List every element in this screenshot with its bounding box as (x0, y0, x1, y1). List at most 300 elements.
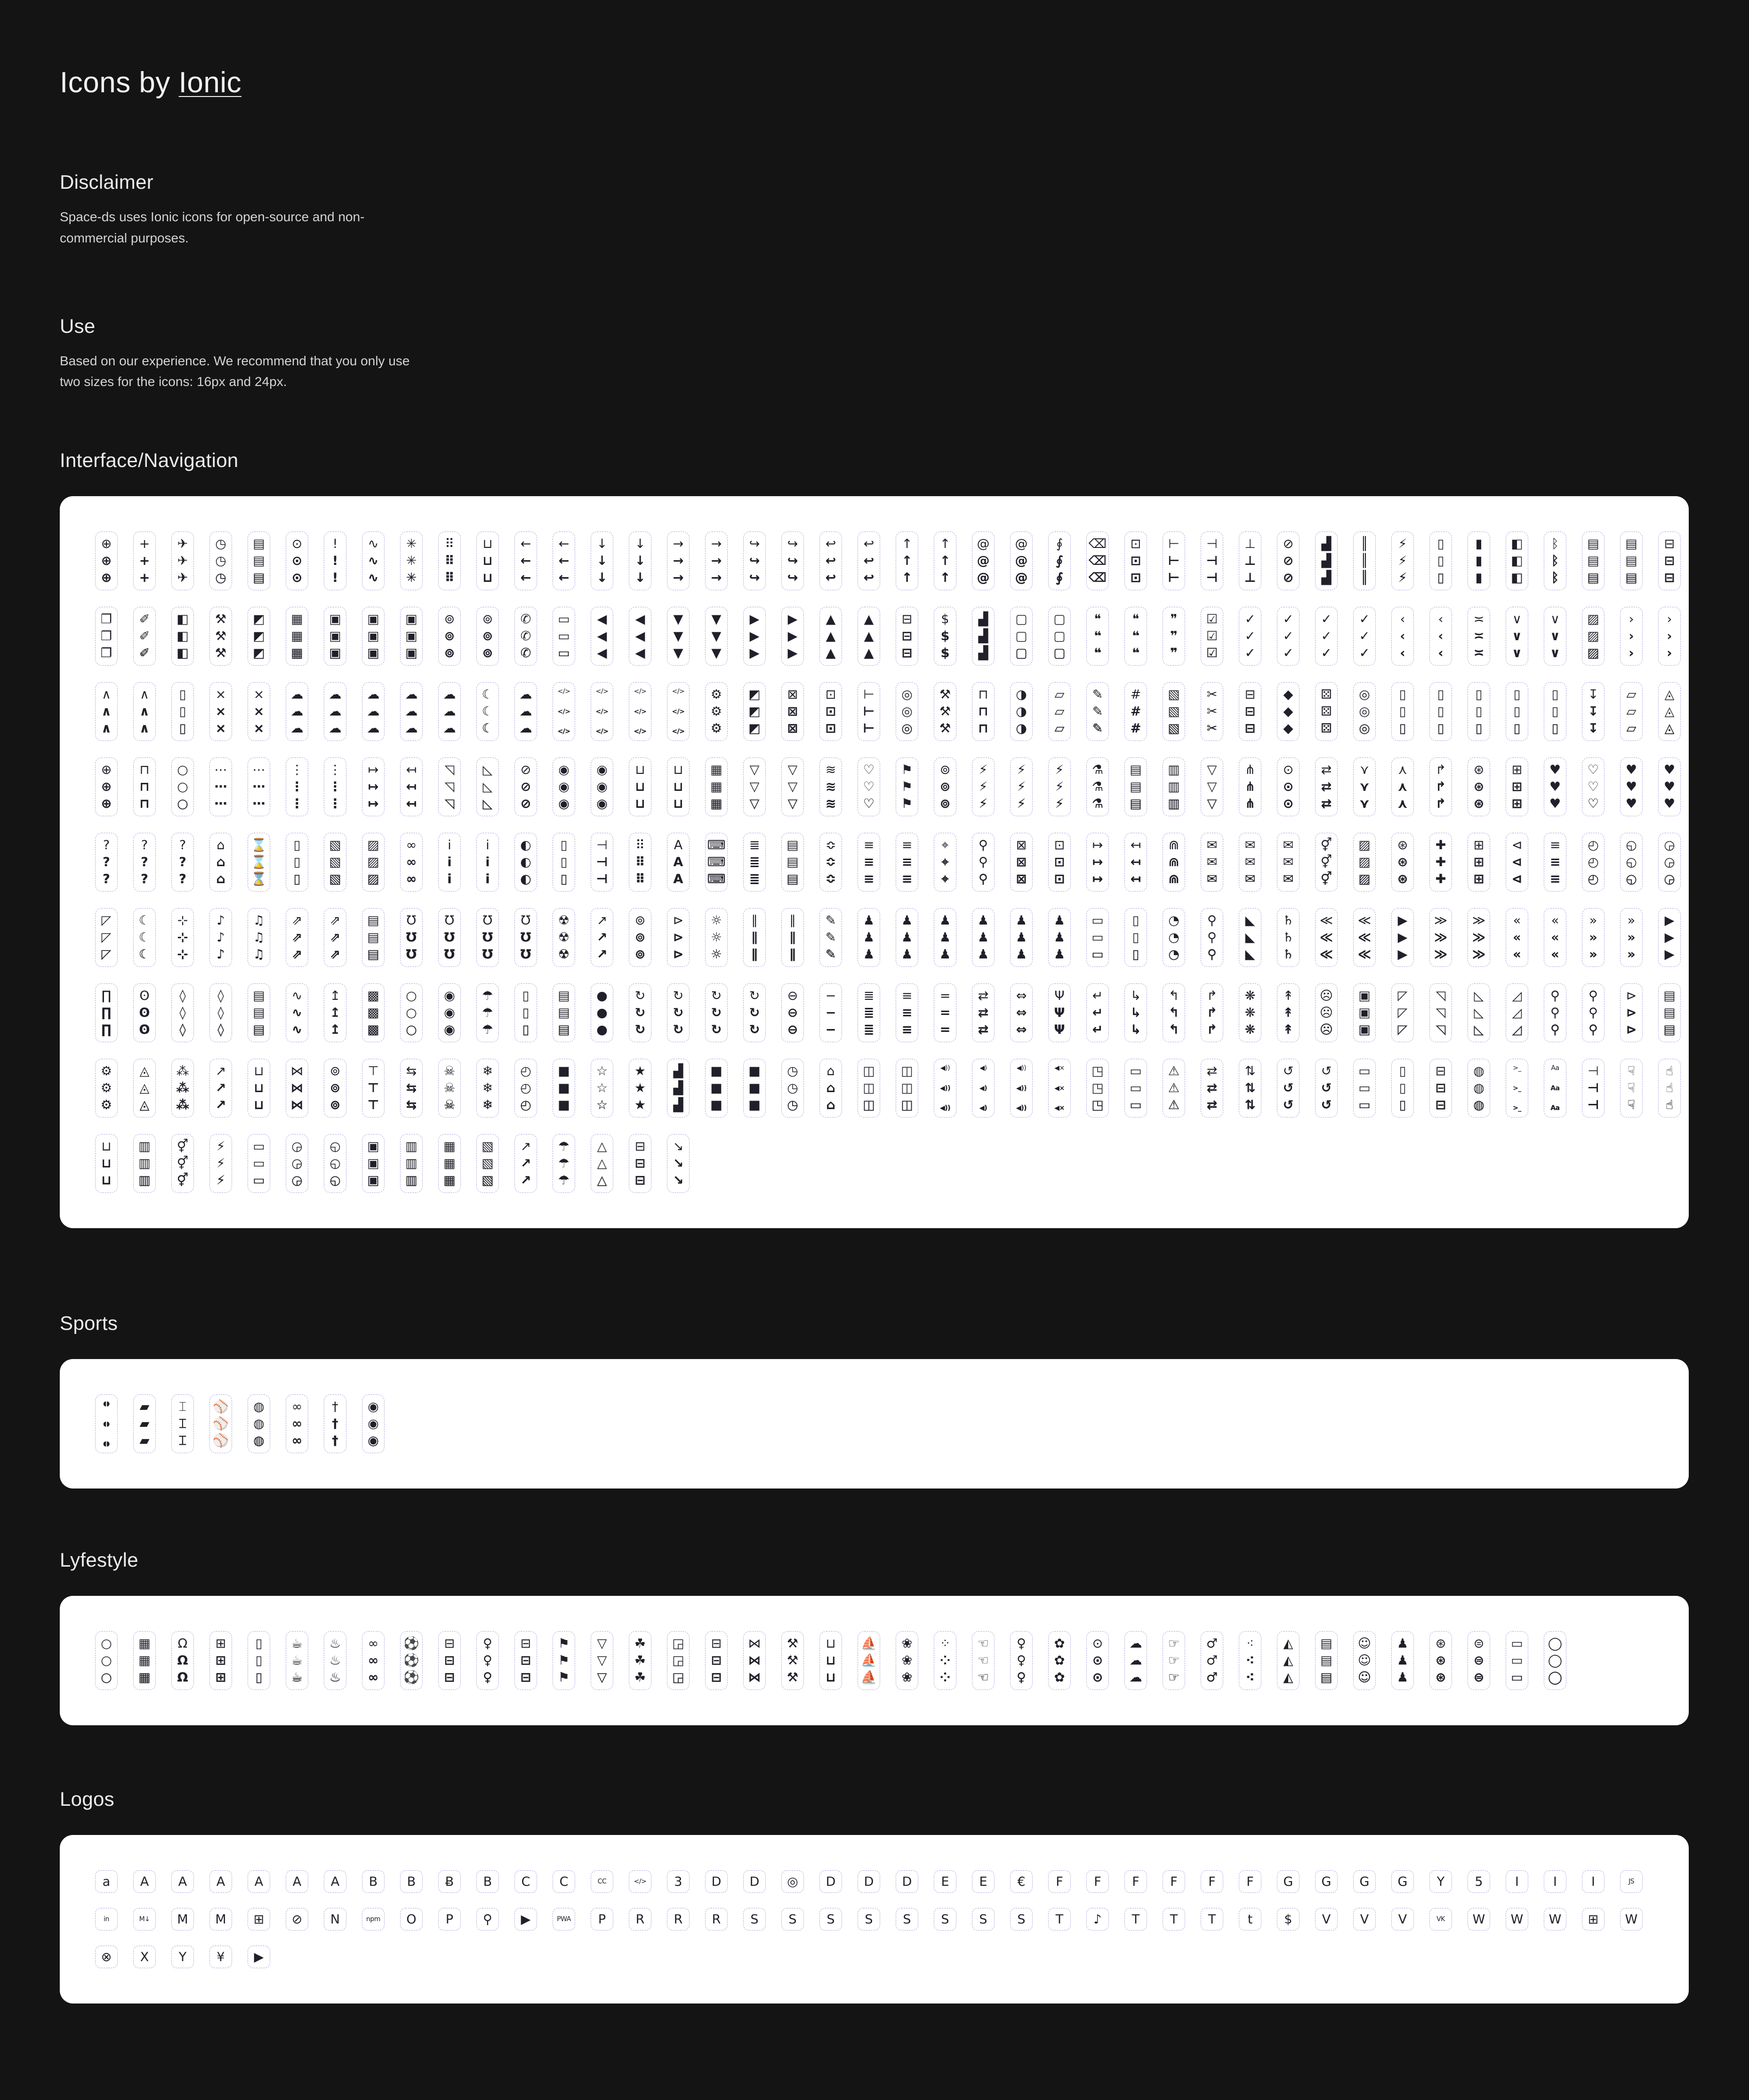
icon-cell-cart (896, 607, 918, 666)
wallet-icon: ▭ (1130, 1081, 1142, 1096)
flame-icon: ⊚ (939, 797, 951, 812)
icon-cell-closed-captioning (591, 1870, 613, 1893)
thumbs-down-icon: ☟ (1627, 1064, 1636, 1079)
icon-cell-pause (781, 908, 804, 967)
icon-cell-chevron-collapse (1468, 607, 1490, 666)
icon-cell-trail-sign (95, 1134, 118, 1193)
bowling-ball-icon: ◉ (368, 1400, 379, 1415)
at-circle-icon: @ (977, 571, 990, 586)
icon-grid-lyfestyle (60, 1596, 1689, 1725)
icon-cell-flower (896, 1631, 918, 1690)
color-palette-icon: ⊡ (825, 687, 836, 702)
contract-icon: ⊓ (978, 721, 988, 736)
eye-icon: ◉ (558, 797, 570, 812)
icon-cell-shield-half (286, 1059, 308, 1118)
square-icon: ■ (558, 1098, 570, 1113)
code-icon: </> (672, 708, 685, 716)
hardware-chip-icon: ⊜ (1473, 1670, 1484, 1685)
bowling-ball-icon: ◉ (368, 1416, 379, 1432)
musical-note-icon: ♪ (217, 913, 225, 928)
rose-icon: ✿ (1054, 1653, 1065, 1668)
icon-cell-windows (1582, 1908, 1605, 1931)
trending-down-icon: ↘ (673, 1173, 684, 1188)
icon-cell-flash (1010, 757, 1033, 816)
icon-cell-chatbubble-ellipses (1086, 607, 1109, 666)
pin-icon: ⚲ (1207, 913, 1217, 928)
facebook-icon: F (1056, 1874, 1063, 1889)
search-icon: ⚲ (1589, 1006, 1598, 1021)
barbell-icon: ⌶ (178, 1400, 187, 1415)
icon-cell-help (171, 833, 194, 892)
icon-cell-alarm (209, 531, 232, 590)
exit-icon: ↤ (406, 763, 417, 778)
phone-portrait-icon: ▯ (1132, 947, 1139, 962)
phone-landscape-icon: ▭ (1091, 930, 1104, 945)
icon-cell-css3 (667, 1870, 690, 1893)
heart-icon: ♥ (1663, 797, 1676, 812)
stop-circle-icon: ■ (710, 1064, 722, 1079)
icon-cell-checkbox (1201, 607, 1223, 666)
checkmark-done-circle-icon: ✓ (1283, 646, 1294, 661)
person-circle-icon: ♟ (977, 913, 989, 928)
eye-icon: ◉ (558, 780, 570, 795)
archive-icon: ⊔ (482, 571, 493, 586)
diamond-icon: ◆ (1283, 687, 1293, 702)
camera-reverse-icon: ⊚ (482, 629, 493, 644)
ionic-link[interactable]: Ionic (178, 66, 242, 99)
medal-icon: ⊛ (1397, 838, 1408, 853)
git-branch-icon: ⋔ (1244, 780, 1256, 795)
icon-cell-lock-open (1048, 833, 1071, 892)
caret-up-icon: ▲ (864, 646, 874, 661)
icon-cell-color-fill (743, 682, 766, 741)
icon-cell-expand (438, 757, 461, 816)
alert-circle-icon: ⊙ (291, 554, 303, 569)
female-icon: ♀ (1017, 1670, 1026, 1685)
icon-cell-gitlab (1315, 1870, 1338, 1893)
return-down-back-icon: ↵ (1092, 989, 1103, 1004)
icon-cell-diamond (1277, 682, 1300, 741)
icon-cell-football (400, 1631, 423, 1690)
icon-cell-shuffle (400, 1059, 423, 1118)
golf-icon: ⚑ (558, 1636, 570, 1651)
barbell-icon: ⌶ (178, 1416, 187, 1432)
nutrition-icon: ⊙ (1092, 1653, 1103, 1668)
add-circle-icon: ⊕ (101, 537, 112, 552)
share-icon: ↗ (215, 1081, 226, 1096)
icon-cell-archive (476, 531, 499, 590)
icon-cell-ribbon (1239, 983, 1261, 1042)
buffer-icon: B (483, 1874, 492, 1889)
chevron-forward-circle-icon: › (1629, 629, 1634, 644)
mail-icon: ✉ (1283, 838, 1294, 853)
flower-icon: ❀ (901, 1670, 913, 1685)
git-branch-icon: ⋔ (1244, 797, 1256, 812)
compass-icon: ◎ (901, 687, 913, 702)
copy-icon: ▱ (1054, 687, 1065, 702)
icon-cell-return-up-back (1163, 983, 1185, 1042)
person-icon: ♟ (1053, 913, 1066, 928)
expand-icon: ◹ (444, 780, 455, 795)
icon-cell-subway (858, 1059, 880, 1118)
icon-cell-pricetags (209, 983, 232, 1042)
chevron-up-icon: ∧ (140, 687, 149, 702)
female-icon: ♀ (1017, 1653, 1026, 1668)
icon-cell-transgender (171, 1134, 194, 1193)
icon-cell-today (362, 1134, 385, 1193)
icon-cell-hand-left (972, 1631, 995, 1690)
slack-icon: S (826, 1912, 835, 1927)
reload-icon: ↻ (749, 1022, 760, 1038)
notifications-icon: Ʊ (520, 947, 531, 962)
icon-cell-fast-food (324, 1631, 346, 1690)
file-tray-stacked-icon: ⊔ (826, 1670, 836, 1685)
icon-cell-ear (1658, 682, 1681, 741)
icon-cell-stats-chart (667, 1059, 690, 1118)
cloud-done-icon: ☁ (329, 704, 342, 719)
american-football-icon: ◖◗ (103, 1400, 110, 1408)
icon-cell-attach (1048, 531, 1071, 590)
build-icon: ⚒ (215, 612, 227, 627)
invert-mode-icon: ◐ (520, 855, 531, 870)
icon-cell-twitch (1201, 1908, 1223, 1931)
pwa-icon: PWA (557, 1915, 571, 1923)
magnet-icon: ⋒ (1168, 838, 1179, 853)
flame-icon: ⊚ (939, 780, 951, 795)
icon-cell-open (591, 908, 613, 967)
icon-cell-web-component (1468, 1908, 1490, 1931)
shirt-icon: ⊤ (367, 1098, 379, 1113)
arrow-down-icon: ↓ (634, 571, 646, 586)
ionitron-icon: I (1591, 1874, 1595, 1889)
icon-cell-compass (896, 682, 918, 741)
umbrella-icon: ☂ (558, 1173, 570, 1188)
pint-icon: ▯ (255, 1653, 263, 1668)
thumbs-up-icon: ☝ (1665, 1064, 1674, 1079)
play-icon: ▶ (1664, 913, 1675, 928)
telescope-icon: ⊟ (1435, 1064, 1446, 1079)
arrow-back-icon: ← (558, 537, 570, 552)
keypad-icon: ⠿ (635, 838, 645, 853)
icon-cell-wechat (1506, 1908, 1528, 1931)
icon-cell-caret-forward (781, 607, 804, 666)
id-card-icon: ▯ (293, 855, 301, 870)
return-down-forward-icon: ↳ (1130, 989, 1141, 1004)
git-commit-icon: ⊙ (1283, 763, 1294, 778)
icon-cell-play-skip-forward-circle (1582, 908, 1605, 967)
caret-back-circle-icon: ◀ (597, 629, 607, 644)
icon-cell-whatsapp (1544, 1908, 1566, 1931)
thermometer-icon: ⊣ (1588, 1064, 1599, 1079)
paper-plane-icon: ⊳ (673, 913, 684, 928)
chevron-forward-icon: › (1667, 629, 1672, 644)
git-commit-icon: ⊙ (1283, 780, 1294, 795)
icon-cell-chatbox (1048, 607, 1071, 666)
icon-cell-chevron-back (1429, 607, 1452, 666)
ellipsis-horizontal-icon: ⋯ (252, 797, 265, 812)
sass-icon: S (750, 1912, 759, 1927)
icon-cell-location (972, 833, 995, 892)
car-sport-icon: ⊟ (711, 1653, 722, 1668)
resize-icon: ⇔ (1016, 989, 1027, 1004)
planet-icon: ♄ (1282, 930, 1294, 945)
information-circle-icon: i (447, 855, 452, 870)
icon-cell-hand-right (1163, 1631, 1185, 1690)
icon-cell-bag-add (1124, 531, 1147, 590)
toggle-icon: ▥ (405, 1173, 417, 1188)
icon-cell-volume-medium (1010, 1059, 1033, 1118)
lock-closed-icon: ⊠ (1016, 838, 1027, 853)
bookmark-icon: ▤ (1587, 571, 1599, 586)
navigate-circle-icon: ⇗ (291, 947, 303, 962)
icon-cell-calendar-number (362, 607, 385, 666)
bus-icon: ▭ (1511, 1653, 1523, 1668)
bookmarks-icon: ▤ (1625, 537, 1637, 552)
document-lock-icon: ▯ (1437, 721, 1444, 736)
backspace-icon: ⌫ (1088, 537, 1107, 552)
caret-forward-icon: ▶ (787, 612, 798, 627)
documents-icon: ▯ (1551, 704, 1559, 719)
playstation-icon: ▶ (521, 1912, 531, 1927)
codepen-icon: </> (634, 1878, 647, 1886)
chevron-down-icon: ∨ (1550, 629, 1560, 644)
list-circle-icon: ≡ (863, 855, 874, 870)
git-merge-icon: ⋎ (1359, 780, 1370, 795)
filter-circle-icon: ▽ (749, 797, 760, 812)
return-down-forward-icon: ↳ (1130, 1006, 1141, 1021)
section-title-lyfestyle: Lyfestyle (60, 1549, 138, 1571)
icon-cell-baseball (209, 1394, 232, 1453)
bag-check-icon: ⊢ (1168, 571, 1180, 586)
git-network-icon: ⋏ (1397, 780, 1408, 795)
caret-down-circle-icon: ▼ (673, 612, 683, 627)
reorder-four-icon: ≣ (863, 1022, 874, 1038)
play-skip-back-icon: « (1551, 930, 1559, 945)
pint-icon: ▯ (255, 1636, 263, 1651)
play-skip-back-circle-icon: « (1513, 947, 1521, 962)
business-icon: ▦ (138, 1670, 151, 1685)
medal-icon: ⊛ (1397, 872, 1408, 887)
ban-icon: ⊘ (1283, 537, 1294, 552)
icon-cell-checkmark-circle (1239, 607, 1261, 666)
reload-circle-icon: ↻ (711, 1022, 722, 1038)
heart-half-icon: ♥ (1625, 780, 1637, 795)
calendar-icon: ▣ (405, 646, 417, 661)
notifications-off-circle-icon: Ʊ (444, 930, 455, 945)
thumbs-down-icon: ☟ (1627, 1081, 1636, 1096)
skype-icon: S (788, 1912, 797, 1927)
navigate-icon: ⇗ (329, 930, 341, 945)
server-icon: ▤ (1663, 1006, 1676, 1021)
capacitor-icon: C (521, 1874, 530, 1889)
ellipsis-vertical-circle-icon: ⋮ (290, 797, 304, 812)
create-icon: ✎ (1092, 687, 1103, 702)
chatbox-ellipses-icon: ▢ (1015, 629, 1027, 644)
hand-right-icon: ☞ (1168, 1653, 1180, 1668)
chatbox-icon: ▢ (1053, 629, 1066, 644)
share-social-icon: ⁂ (176, 1081, 189, 1096)
bookmark-icon: ▤ (1587, 554, 1599, 569)
star-half-icon: ☆ (596, 1081, 608, 1096)
refresh-icon: ↻ (673, 1022, 684, 1038)
bus-icon: ▭ (1511, 1636, 1523, 1651)
folder-icon: ▥ (1168, 763, 1180, 778)
icon-cell-finger-print (819, 757, 842, 816)
shapes-icon: ◬ (139, 1064, 150, 1079)
home-icon: ⌂ (217, 838, 225, 853)
thumbs-up-icon: ☝ (1665, 1098, 1674, 1113)
warning-icon: ⚠ (1168, 1081, 1180, 1096)
pause-circle-icon: ∥ (751, 930, 758, 945)
game-controller-icon: ⊛ (1435, 1670, 1446, 1685)
help-buoy-icon: ? (103, 872, 110, 887)
search-icon: ⚲ (1589, 1022, 1598, 1038)
prism-icon: ◭ (1283, 1670, 1293, 1685)
icon-cell-key (591, 833, 613, 892)
ribbon-icon: ❋ (1244, 1022, 1256, 1038)
icon-cell-language (667, 833, 690, 892)
balloon-icon: ○ (101, 1636, 112, 1651)
volume-low-icon: ◀) (979, 1064, 987, 1072)
reorder-two-icon: = (939, 989, 951, 1004)
notifications-circle-icon: Ʊ (406, 930, 417, 945)
man-icon: ♟ (1396, 1636, 1409, 1651)
beer-icon: ◲ (672, 1653, 684, 1668)
people-circle-icon: ♟ (863, 913, 875, 928)
infinite-icon: ∞ (406, 872, 417, 887)
moon-icon: ☾ (138, 913, 151, 928)
icon-cell-aperture (400, 531, 423, 590)
print-icon: ▤ (253, 1022, 265, 1038)
hammer-icon: ⚒ (786, 1670, 799, 1685)
icon-cell-telescope (1429, 1059, 1452, 1118)
icon-cell-chevron-down (1544, 607, 1566, 666)
git-compare-icon: ⇄ (1321, 780, 1332, 795)
open-icon: ↗ (596, 913, 608, 928)
infinite-icon: ∞ (406, 838, 417, 853)
nuclear-icon: ☢ (558, 913, 570, 928)
chevron-expand-icon: ▨ (1587, 646, 1599, 661)
boat-icon: ⛵ (861, 1670, 877, 1685)
chevron-back-icon: ‹ (1438, 629, 1444, 644)
icon-cell-cloud (1124, 1631, 1147, 1690)
icon-cell-nutrition (1086, 1631, 1109, 1690)
icon-cell-react (629, 1908, 651, 1931)
server-icon: ▤ (1663, 989, 1676, 1004)
cog-icon: ⚙ (710, 687, 722, 702)
usd-icon: $ (1284, 1912, 1292, 1927)
close-circle-icon: × (215, 704, 226, 719)
ellipsis-horizontal-icon: ⋯ (252, 763, 265, 778)
skull-icon: ☠ (443, 1081, 456, 1096)
save-icon: ▣ (1358, 1022, 1371, 1038)
document-attach-icon: ▯ (1399, 687, 1406, 702)
megaphone-icon: ⊲ (1511, 872, 1523, 887)
calendar-clear-icon: ▣ (329, 629, 341, 644)
icon-cell-home (209, 833, 232, 892)
swap-vertical-icon: ⇅ (1244, 1098, 1256, 1113)
icon-cell-bookmark (1582, 531, 1605, 590)
play-forward-circle-icon: ≫ (1434, 930, 1448, 945)
icon-cell-git-commit (1277, 757, 1300, 816)
icon-cell-infinite (400, 833, 423, 892)
document-text-icon: ▯ (1475, 704, 1483, 719)
icon-cell-paper-plane (667, 908, 690, 967)
aperture-icon: ✳ (406, 554, 417, 569)
book-icon: ▤ (1320, 1636, 1332, 1651)
scan-icon: ◺ (1474, 989, 1484, 1004)
battery-charging-icon: ⚡ (1398, 537, 1407, 552)
stats-chart-icon: ▟ (673, 1098, 683, 1113)
icon-cell-ellipse (171, 757, 194, 816)
alert-circle-icon: ⊙ (291, 537, 303, 552)
dice-icon: ⚄ (1321, 704, 1332, 719)
share-icon: ↗ (215, 1064, 226, 1079)
mail-unread-icon: ✉ (1244, 872, 1256, 887)
checkmark-done-icon: ✓ (1321, 629, 1332, 644)
icon-cell-slack (819, 1908, 842, 1931)
vimeo-icon: V (1398, 1912, 1407, 1927)
amplify-icon: A (140, 1874, 149, 1889)
eye-off-icon: ⊘ (520, 780, 531, 795)
attach-icon: ∮ (1056, 571, 1063, 586)
rose-icon: ✿ (1054, 1670, 1065, 1685)
caret-down-icon: ▼ (711, 629, 722, 644)
icon-cell-play-skip-back (1544, 908, 1566, 967)
icon-cell-locate (934, 833, 956, 892)
move-icon: ⊹ (177, 930, 188, 945)
football-icon: ⚽ (403, 1670, 419, 1685)
icon-cell-at-circle (972, 531, 995, 590)
share-social-icon: ⁂ (176, 1098, 189, 1113)
folder-open-icon: ▤ (1130, 780, 1142, 795)
aperture-icon: ✳ (406, 571, 417, 586)
person-icon: ♟ (1053, 930, 1066, 945)
copy-icon: ▱ (1054, 704, 1065, 719)
today-icon: ▣ (367, 1173, 379, 1188)
icon-cell-download (1582, 682, 1605, 741)
cloudy-night-icon: ☾ (481, 687, 494, 702)
backspace-icon: ⌫ (1088, 571, 1107, 586)
icon-cell-person-add (934, 908, 956, 967)
icon-cell-arrow-forward-circle (667, 531, 690, 590)
icon-cell-checkmark-done (1315, 607, 1338, 666)
firebase-icon: F (1132, 1874, 1139, 1889)
icon-cell-leaf (629, 1631, 651, 1690)
partly-sunny-icon: ☼ (710, 913, 722, 928)
woman-icon: ♀ (483, 1636, 492, 1651)
git-branch-icon: ⋔ (1244, 763, 1256, 778)
icon-cell-battery-full (1468, 531, 1490, 590)
stop-icon: ■ (748, 1098, 761, 1113)
battery-charging-icon: ⚡ (1398, 554, 1407, 569)
use-body: Based on our experience. We recommend that you only use two sizes for the icons: 16px and 24px. (60, 353, 410, 389)
fish-icon: ⋈ (748, 1653, 761, 1668)
icon-cell-file-tray-full (629, 757, 651, 816)
trail-sign-icon: ⊔ (101, 1156, 112, 1171)
pricetags-icon: ◊ (217, 1022, 224, 1038)
at-icon: @ (1015, 571, 1028, 586)
icon-cell-caret-back (629, 607, 651, 666)
call-icon: ✆ (520, 612, 531, 627)
icon-cell-chevron-down-circle (1506, 607, 1528, 666)
aperture-icon: ✳ (406, 537, 417, 552)
return-up-forward-icon: ↱ (1206, 1006, 1218, 1021)
icon-cell-exit (400, 757, 423, 816)
newspaper-icon: ▤ (367, 947, 379, 962)
trending-up-icon: ↗ (520, 1173, 531, 1188)
chevron-up-icon: ∧ (139, 704, 150, 719)
